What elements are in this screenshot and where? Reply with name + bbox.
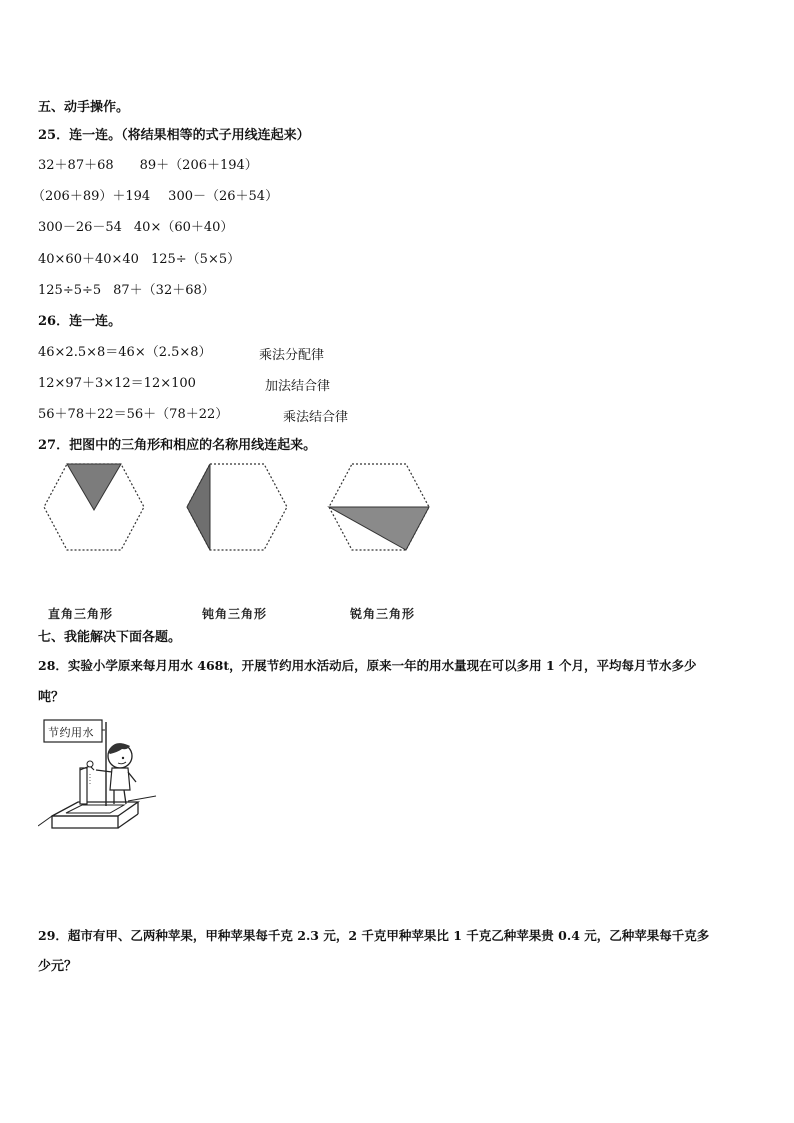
q26-law-label: 乘法结合律 bbox=[283, 410, 349, 425]
q29-text-line1: 29．超市有甲、乙两种苹果，甲种苹果每千克 2.3 元，2 千克甲种苹果比 1 千克乙种苹果贵 0.4 元，乙种苹果每千克多 bbox=[38, 928, 710, 943]
q29-text-line2: 少元？ bbox=[38, 959, 78, 974]
triangle-label: 直角三角形 bbox=[48, 607, 114, 621]
q26-law-label: 加法结合律 bbox=[265, 379, 331, 394]
q28-text-line2: 吨？ bbox=[38, 690, 65, 705]
q26-expression: 56＋78＋22＝56＋（78＋22） bbox=[38, 407, 229, 422]
water-saving-illustration bbox=[38, 716, 163, 845]
q25-right-expr: 300－（26＋54） bbox=[168, 189, 279, 204]
q25-row bbox=[38, 220, 233, 236]
q25-right-expr: 40×（60＋40） bbox=[133, 220, 234, 235]
q25-left-expr: 40×60＋40×40 bbox=[38, 252, 139, 267]
triangle-label: 钝角三角形 bbox=[202, 607, 268, 621]
section-seven-title: 七、我能解决下面各题。 bbox=[38, 630, 182, 645]
sign-text: 节约用水 bbox=[48, 726, 94, 739]
q26-law-label: 乘法分配律 bbox=[259, 348, 325, 363]
q25-left-expr: 32＋87＋68 bbox=[38, 158, 114, 173]
triangle-label: 锐角三角形 bbox=[350, 607, 416, 621]
q25-right-expr: 87＋（32＋68） bbox=[113, 283, 215, 298]
hexagon-figure-3 bbox=[325, 460, 433, 554]
q26-title: 26．连一连。 bbox=[38, 314, 122, 329]
q27-title: 27．把图中的三角形和相应的名称用线连起来。 bbox=[38, 438, 317, 453]
q25-row bbox=[32, 189, 278, 205]
q25-row bbox=[38, 252, 240, 268]
q25-title: 25．连一连。（将结果相等的式子用线连起来） bbox=[38, 128, 310, 143]
q28-text-line1: 28．实验小学原来每月用水 468t，开展节约用水活动后，原来一年的用水量现在可以多用 1 个月，平均每月节水多少 bbox=[38, 658, 697, 673]
q26-expression: 46×2.5×8＝46×（2.5×8） bbox=[38, 345, 212, 360]
section-five-title: 五、动手操作。 bbox=[38, 100, 130, 115]
q26-expression: 12×97＋3×12＝12×100 bbox=[38, 376, 196, 391]
q25-row bbox=[38, 283, 215, 299]
hexagon-figure-2 bbox=[183, 460, 291, 554]
q25-left-expr: 125÷5÷5 bbox=[38, 283, 102, 298]
q25-right-expr: 89＋（206＋194） bbox=[139, 158, 258, 173]
q25-right-expr: 125÷（5×5） bbox=[150, 252, 241, 267]
q25-row bbox=[38, 158, 258, 174]
q25-left-expr: （206＋89）＋194 bbox=[32, 189, 151, 204]
hexagon-figure-1 bbox=[40, 460, 148, 554]
q25-left-expr: 300－26－54 bbox=[38, 220, 122, 235]
